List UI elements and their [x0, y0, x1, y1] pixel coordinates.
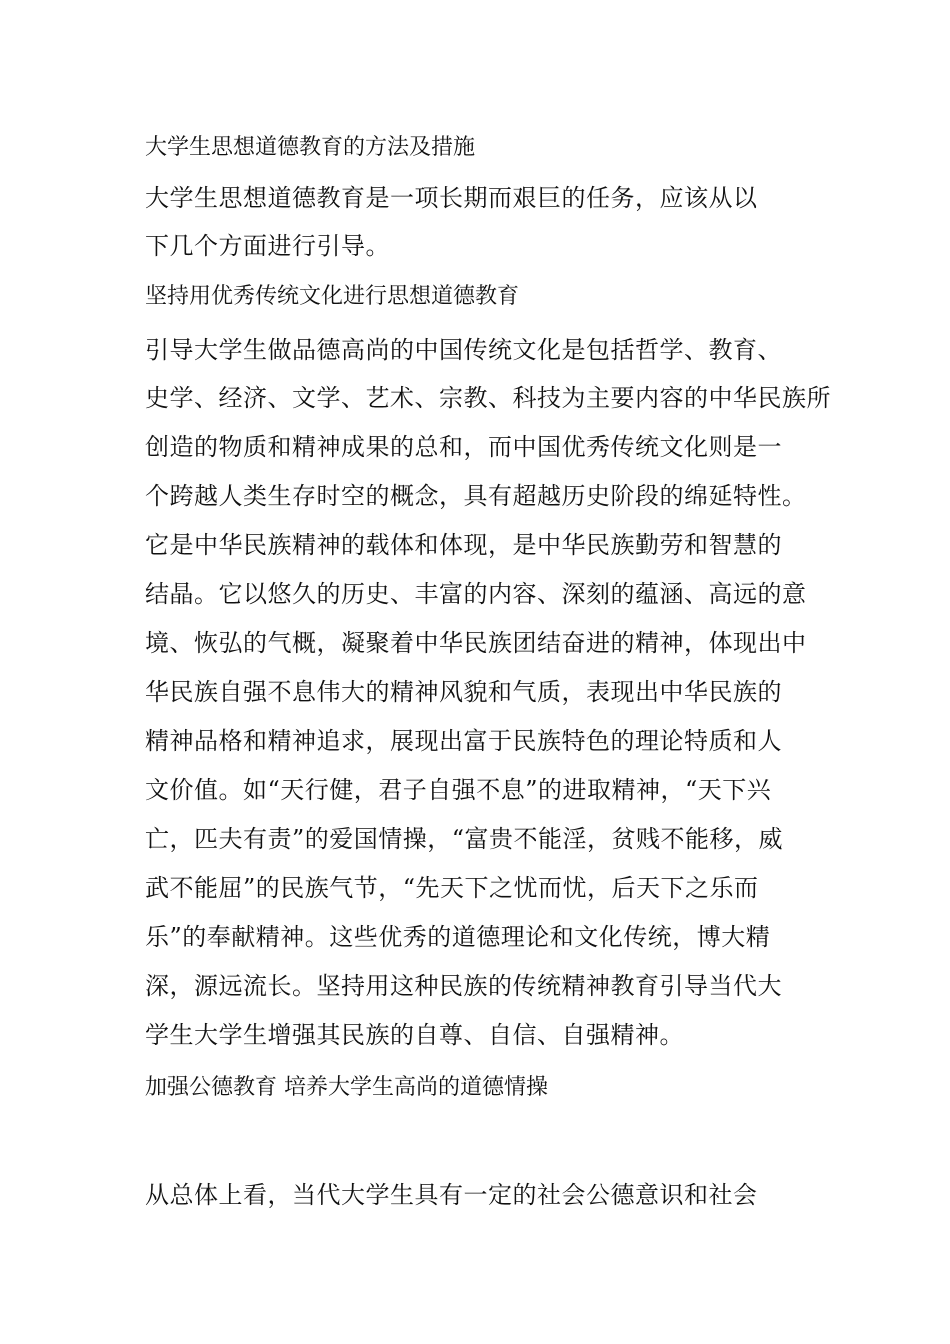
section1-line-5: 它是中华民族精神的载体和体现，是中华民族勤劳和智慧的 [145, 531, 782, 559]
section1-line-1: 引导大学生做品德高尚的中国传统文化是包括哲学、教育、 [145, 336, 782, 364]
section1-line-8: 华民族自强不息伟大的精神风貌和气质，表现出中华民族的 [145, 678, 782, 706]
section1-line-9: 精神品格和精神追求，展现出富于民族特色的理论特质和人 [145, 727, 782, 755]
section1-line-3: 创造的物质和精神成果的总和，而中国优秀传统文化则是一 [145, 433, 782, 461]
section2-heading: 加强公德教育 培养大学生高尚的道德情操 [145, 1075, 548, 1100]
section1-line-4: 个跨越人类生存时空的概念，具有超越历史阶段的绵延特性。 [145, 482, 807, 510]
section1-line-14: 深，源远流长。坚持用这种民族的传统精神教育引导当代大 [145, 972, 782, 1000]
section1-line-11: 亡，匹夫有责”的爱国情操，“富贵不能淫，贫贱不能移，威 [145, 825, 784, 853]
section1-line-15: 学生大学生增强其民族的自尊、自信、自强精神。 [145, 1021, 684, 1049]
section1-line-12: 武不能屈”的民族气节，“先天下之忧而忧，后天下之乐而 [145, 874, 759, 902]
section1-line-13: 乐”的奉献精神。这些优秀的道德理论和文化传统，博大精 [145, 923, 771, 951]
section1-line-10: 文价值。如“天行健，君子自强不息”的进取精神，“天下兴 [145, 776, 772, 804]
intro-line-1: 大学生思想道德教育是一项长期而艰巨的任务，应该从以 [145, 184, 758, 212]
section1-line-7: 境、恢弘的气概，凝聚着中华民族团结奋进的精神，体现出中 [145, 629, 807, 657]
intro-line-2: 下几个方面进行引导。 [145, 232, 390, 260]
section1-line-6: 结晶。它以悠久的历史、丰富的内容、深刻的蕴涵、高远的意 [145, 580, 807, 608]
section1-line-2: 史学、经济、文学、艺术、宗教、科技为主要内容的中华民族所 [145, 384, 831, 412]
section2-line-1: 从总体上看，当代大学生具有一定的社会公德意识和社会 [145, 1181, 758, 1209]
document-title: 大学生思想道德教育的方法及措施 [145, 135, 476, 160]
section1-heading: 坚持用优秀传统文化进行思想道德教育 [145, 284, 520, 309]
